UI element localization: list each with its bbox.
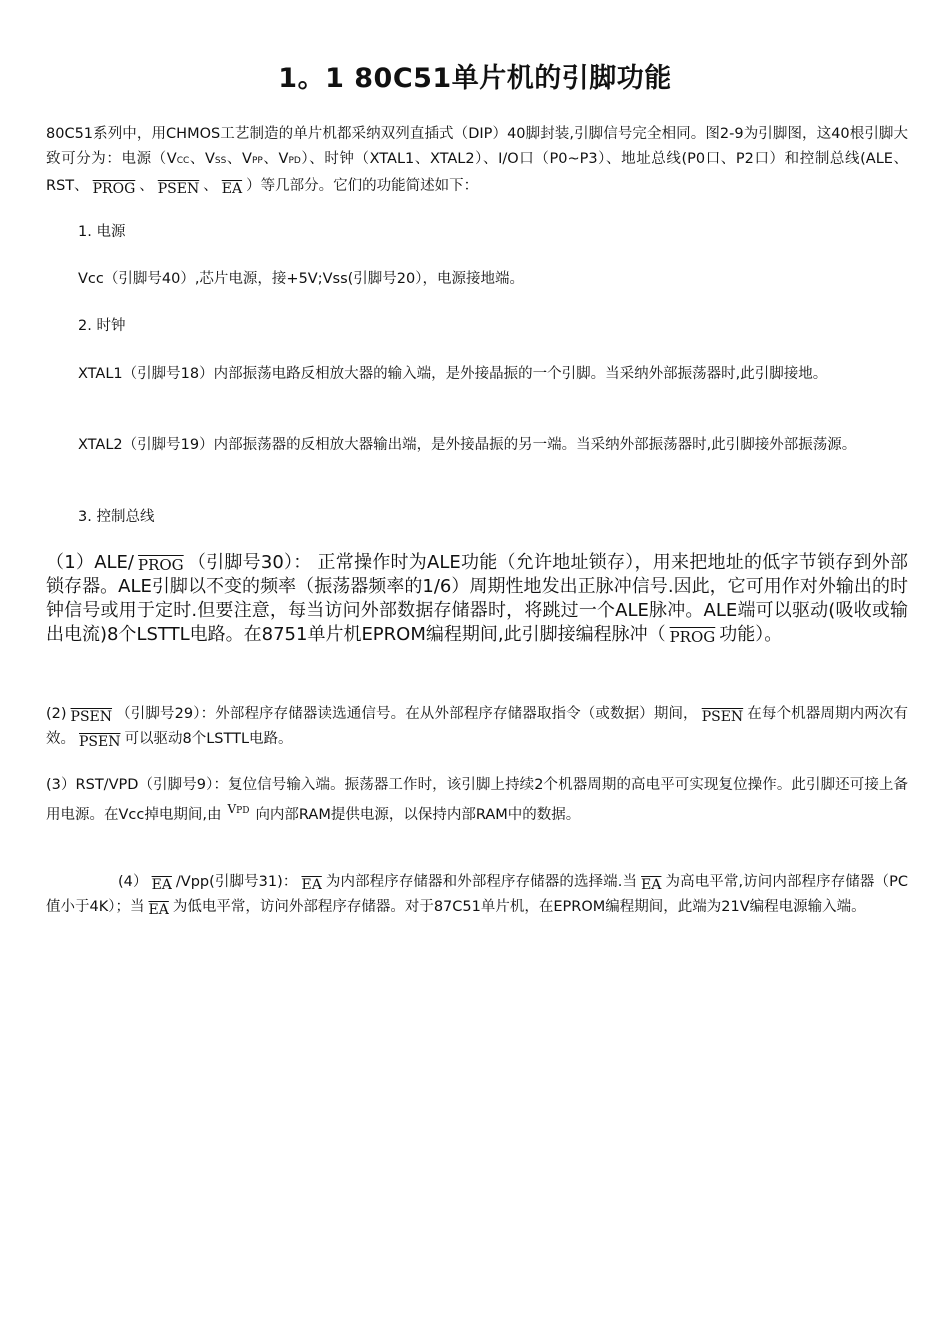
ea-signal: $\overline{EA}$	[301, 877, 322, 893]
psen-paragraph: (2) PSEN （引脚号29）：外部程序存储器读选通信号。在从外部程序存储器取指令（或数据）期间， PSEN 在每个机器周期内两次有效。 PSEN 可以驱动8个LSTTL电路。	[46, 706, 908, 750]
psen-signal: PSEN	[701, 709, 744, 725]
rst-paragraph: (3）RST/VPD（引脚号9）：复位信号输入端。振荡器工作时，该引脚上持续2个机器周期的高电平可实现复位操作。此引脚还可接上备用电源。在Vcc掉电期间,由 $^{VPD}$ 向内部RAM提供电源，以保持内部RAM中的数据。	[46, 777, 908, 823]
psen-signal: PSEN	[79, 734, 121, 750]
section-heading-clock: 2. 时钟	[78, 318, 126, 334]
prog-signal: PROG	[92, 181, 136, 197]
ale-paragraph: （1）ALE/ PROG （引脚号30）： 正常操作时为ALE功能（允许地址锁存），用来把地址的低字节锁存到外部锁存器。ALE引脚以不变的频率（振荡器频率的1/6）周期性地发出正脉冲信号.因此，它可用作对外输出的时钟信号或用于定时.但要注意，每当访问外部数据存储器时，将跳过一个ALE脉冲。ALE端可以驱动(吸收或输出电流)8个LSTTL电路。在8751单片机EPROM编程期间,此引脚接编程脉冲（ PROG 功能）。	[46, 552, 908, 646]
ea-signal: $\overline{EA}$	[151, 877, 172, 893]
section-heading-power: 1. 电源	[78, 224, 126, 240]
ea-paragraph: (4） $\overline{EA}$ /Vpp(引脚号31)： $\overline{EA}$ 为内部程序存储器和外部程序存储器的选择端.当 $\overline{EA}$ 为高电平常,访问内部程序存储器（PC值小于4K）；当 $\overline{EA}$ 为低电平常，访问外部程序存储器。对于87C51单片机，在EPROM编程期间，此端为21V编程电源输入端。	[46, 874, 908, 918]
ea-signal: $\overline{EA}$	[641, 877, 662, 893]
intro-paragraph: 80C51系列中，用CHMOS工艺制造的单片机都采纳双列直插式（DIP）40脚封装,引脚信号完全相同。图2-9为引脚图，这40根引脚大致可分为：电源（VCC、VSS、VPP、VPD）、时钟（XTAL1、XTAL2）、I/O口（P0~P3）、地址总线(P0口、P2口）和控制总线(ALE、RST、 PROG 、 PSEN 、 $\overline{EA}$ ）等几部分。它们的功能简述如下：	[46, 126, 909, 197]
prog-signal: PROG	[137, 556, 184, 574]
prog-signal: PROG	[669, 628, 716, 646]
psen-signal: PSEN	[70, 709, 113, 725]
xtal2-paragraph: XTAL2（引脚号19）内部振荡器的反相放大器输出端，是外接晶振的另一端。当采纳外部振荡器时,此引脚接外部振荡源。	[78, 437, 857, 453]
xtal1-paragraph: XTAL1（引脚号18）内部振荡电路反相放大器的输入端，是外接晶振的一个引脚。当采纳外部振荡器时,此引脚接地。	[78, 366, 828, 382]
page-title: 1。1 80C51单片机的引脚功能	[278, 63, 672, 94]
vpd-symbol: VPD	[227, 802, 250, 816]
psen-signal: PSEN	[157, 181, 200, 197]
section-heading-control-bus: 3. 控制总线	[78, 509, 155, 525]
ea-signal: $\overline{EA}$	[221, 181, 243, 197]
ea-signal: $\overline{EA}$	[148, 902, 169, 918]
power-paragraph: Vcc（引脚号40）,芯片电源，接+5V;Vss(引脚号20），电源接地端。	[78, 271, 524, 287]
